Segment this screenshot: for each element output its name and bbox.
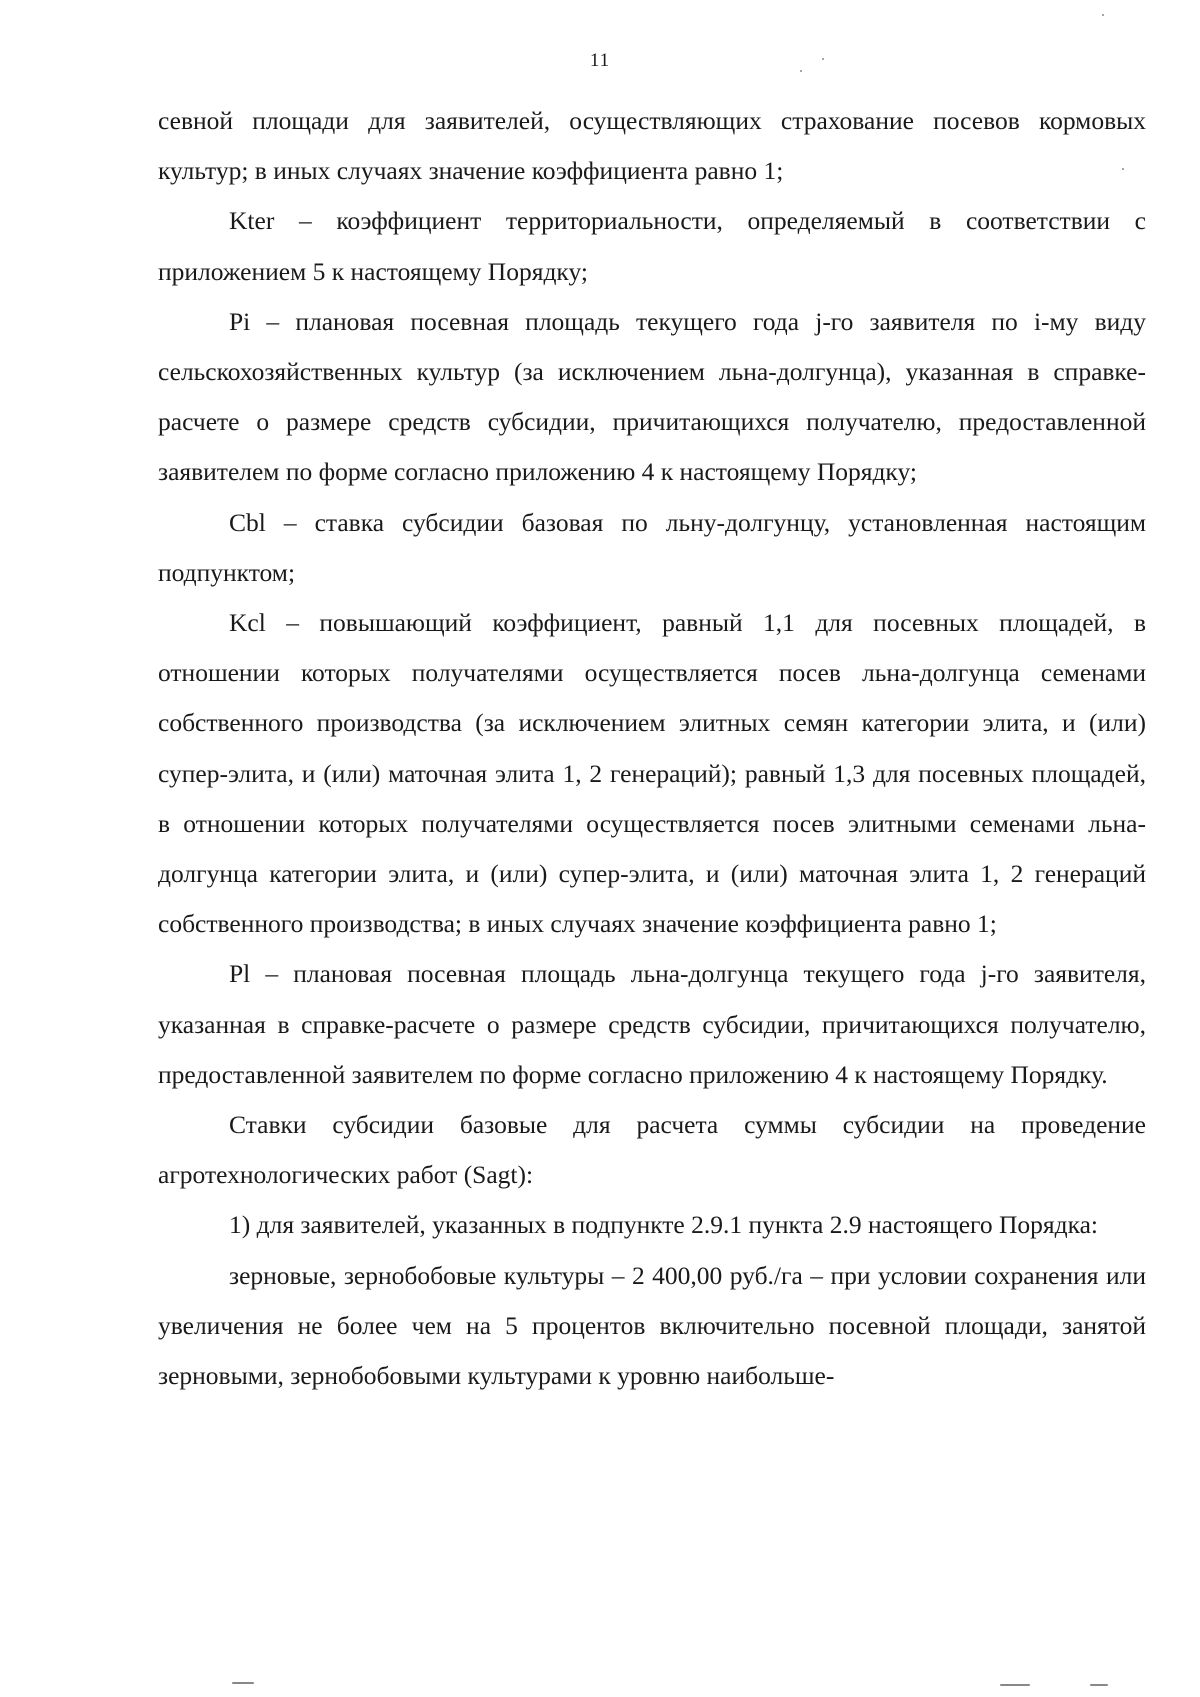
paragraph-pl: Pl – плановая посевная площадь льна-долгунца текущего года j-го заявителя, указанная в справке-расчете о размере средств субсидии, причитающихся получателю, предоставленной заявителем по форме согласно приложению 4 к настоящему Порядку. <box>158 959 1146 1089</box>
paragraph-kcl: Kcl – повышающий коэффициент, равный 1,1 для посевных площадей, в отношении которых получателями осуществляется посев льна-долгунца семенами собственного производства (за исключением элитных семян категории элита, и (или) супер-элита, и (или) маточная элита 1, 2 генераций); равный 1,3 для посевных площадей, в отношении которых получателями осуществляется посев элитными семенами льна-долгунца категории элита, и (или) супер-элита, и (или) маточная элита 1, 2 генераций собственного производства; в иных случаях значение коэффициента равно 1; <box>158 608 1146 939</box>
paragraph-cbl: Cbl – ставка субсидии базовая по льну-долгунцу, установленная настоящим подпунктом; <box>158 507 1146 587</box>
scan-speck <box>800 70 802 72</box>
paragraph-sagt-intro: Ставки субсидии базовые для расчета суммы субсидии на проведение агротехнологических работ (Sagt): <box>158 1110 1146 1190</box>
document-body <box>158 96 1146 1401</box>
scan-speck <box>1000 1684 1030 1686</box>
scan-speck <box>822 58 824 60</box>
paragraph-item-1: 1) для заявителей, указанных в подпункте 2.9.1 пункта 2.9 настоящего Порядка: <box>229 1210 1099 1240</box>
page-number: 11 <box>589 50 611 71</box>
paragraph-grain-rate: зерновые, зернобобовые культуры – 2 400,00 руб./га – при условии сохранения или увеличения не более чем на 5 процентов включительно посевной площади, занятой зерновыми, зернобобовыми культурами к уровню наибольше- <box>158 1260 1146 1391</box>
paragraph-kter: Kter – коэффициент территориальности, определяемый в соответствии с приложением 5 к настоящему Порядку; <box>158 206 1146 286</box>
scan-speck <box>1122 168 1124 170</box>
paragraph-pi: Pi – плановая посевная площадь текущего года j-го заявителя по i-му виду сельскохозяйственных культур (за исключением льна-долгунца), указанная в справке-расчете о размере средств субсидии, причитающихся получателю, предоставленной заявителем по форме согласно приложению 4 к настоящему Порядку; <box>158 306 1146 487</box>
scan-speck <box>1102 14 1104 16</box>
scan-speck <box>232 1682 254 1684</box>
scan-speck <box>1090 1684 1108 1686</box>
paragraph-continuation: севной площади для заявителей, осуществляющих страхование посевов кормовых культур; в иных случаях значение коэффициента равно 1; <box>158 106 1146 186</box>
